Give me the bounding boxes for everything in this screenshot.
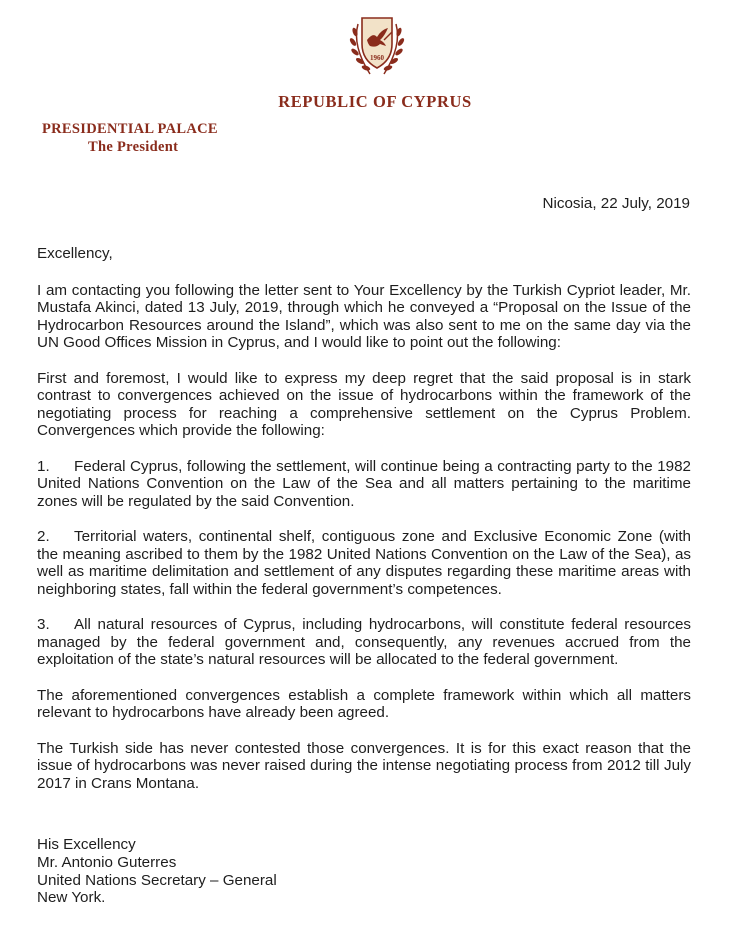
letter-body [37, 245, 691, 810]
addressee-line: New York. [37, 889, 106, 907]
paragraph: The Turkish side has never contested those convergences. It is for this exact reason that the issue of hydrocarbons was never raised during the intense negotiating process from 2012 till July 2017 in Crans Montana. [37, 739, 691, 792]
republic-heading: REPUBLIC OF CYPRUS [278, 92, 472, 111]
addressee-block [37, 836, 277, 907]
office-name: PRESIDENTIAL PALACE [42, 121, 218, 137]
office-block [42, 121, 218, 156]
addressee-line: Mr. Antonio Guterres [37, 853, 177, 871]
point-text: Federal Cyprus, following the settlement, will continue being a contracting party to the 1982 United Nations Convention on the Law of the Sea and all matters pertaining to the maritime zones will be regulated by the said Convention. [37, 457, 691, 510]
paragraph: The aforementioned convergences establish a complete framework within which all matters relevant to hydrocarbons have already been agreed. [37, 686, 691, 721]
point-number: 3. [37, 616, 50, 633]
addressee-line: His Excellency [37, 836, 136, 853]
salutation: Excellency, [37, 245, 113, 262]
emblem-year: 1960 [370, 54, 384, 62]
point-number: 2. [37, 528, 50, 545]
numbered-point [37, 616, 691, 669]
office-title: The President [88, 139, 179, 155]
letter-date: Nicosia, 22 July, 2019 [542, 195, 690, 212]
numbered-point [37, 458, 691, 511]
point-number: 1. [37, 457, 50, 475]
addressee-line: United Nations Secretary – General [37, 871, 277, 889]
numbered-point [37, 528, 691, 598]
point-text: Territorial waters, continental shelf, contiguous zone and Exclusive Economic Zone (with the meaning ascribed to them by the 1982 United Nations Convention on the Law of the Sea), as well as maritime delimitation and settlement of any disputes regarding these maritime areas with neighboring states, fall within the federal government’s competences. [37, 528, 691, 598]
paragraph: First and foremost, I would like to express my deep regret that the said proposal is in stark contrast to convergences achieved on the issue of hydrocarbons within the framework of the negotiating process for reaching a comprehensive settlement on the Cyprus Problem. Convergences which provide the following: [37, 369, 691, 439]
coat-of-arms-emblem [340, 10, 414, 84]
point-text: All natural resources of Cyprus, including hydrocarbons, will constitute federal resources managed by the federal government and, consequently, any revenues accrued from the exploitation of the state’s natural resources will be allocated to the federal government. [37, 616, 691, 668]
paragraph: I am contacting you following the letter sent to Your Excellency by the Turkish Cypriot leader, Mr. Mustafa Akinci, dated 13 July, 2019, through which he conveyed a “Proposal on the Issue of the Hydrocarbon Resources around the Island”, which was also sent to me on the same day via the UN Good Offices Mission in Cyprus, and I would like to point out the following: [37, 281, 691, 351]
